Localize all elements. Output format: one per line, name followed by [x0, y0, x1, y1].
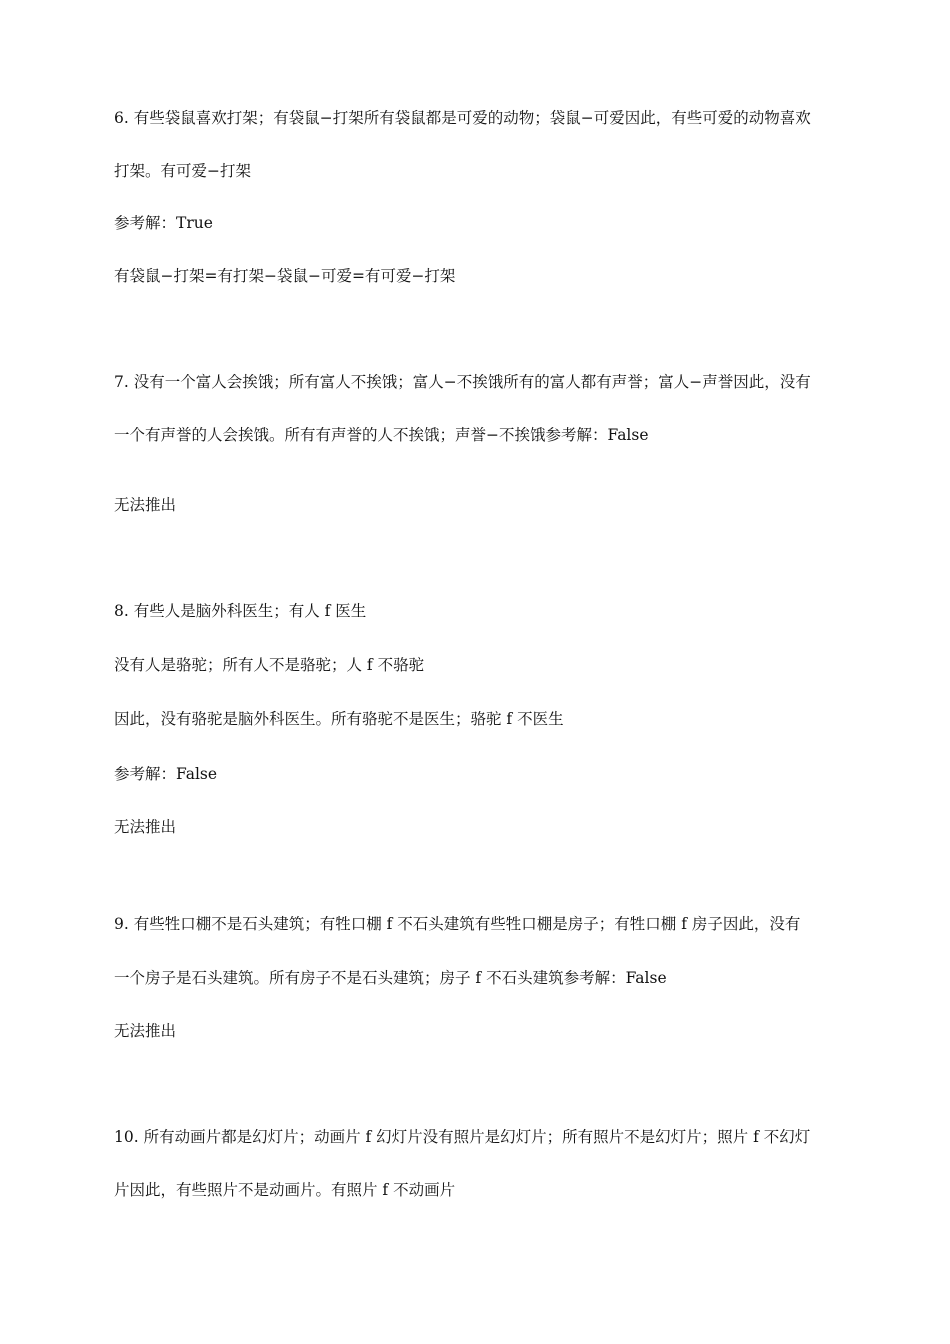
question-7-conclusion: 无法推出 [114, 496, 177, 514]
question-6-line-2: 打架。有可爱−打架 [114, 162, 251, 180]
question-6-line-1: 6. 有些袋鼠喜欢打架；有袋鼠−打架所有袋鼠都是可爱的动物；袋鼠−可爱因此，有些可爱的动物喜欢 [114, 109, 811, 127]
question-8-answer: 参考解：False [114, 765, 218, 783]
question-9-line-2: 一个房子是石头建筑。所有房子不是石头建筑；房子 f 不石头建筑参考解：False [114, 969, 667, 987]
question-8-line-2: 没有人是骆驼；所有人不是骆驼；人 f 不骆驼 [114, 656, 425, 674]
question-8-line-3: 因此，没有骆驼是脑外科医生。所有骆驼不是医生；骆驼 f 不医生 [114, 710, 564, 728]
question-8-conclusion: 无法推出 [114, 818, 177, 836]
question-6-answer: 参考解：True [114, 214, 213, 232]
question-8-line-1: 8. 有些人是脑外科医生；有人 f 医生 [114, 602, 367, 620]
question-7-line-2: 一个有声誉的人会挨饿。所有有声誉的人不挨饿；声誉−不挨饿参考解：False [114, 426, 649, 444]
question-10-line-2: 片因此，有些照片不是动画片。有照片 f 不动画片 [114, 1181, 456, 1199]
question-9-conclusion: 无法推出 [114, 1022, 177, 1040]
question-9-line-1: 9. 有些牲口棚不是石头建筑；有牲口棚 f 不石头建筑有些牲口棚是房子；有牲口棚 f 房子因此，没有 [114, 915, 801, 933]
question-10-line-1: 10. 所有动画片都是幻灯片；动画片 f 幻灯片没有照片是幻灯片；所有照片不是幻灯片；照片 f 不幻灯 [114, 1128, 811, 1146]
question-6-explanation: 有袋鼠−打架=有打架−袋鼠−可爱=有可爱−打架 [114, 267, 456, 285]
question-7-line-1: 7. 没有一个富人会挨饿；所有富人不挨饿；富人−不挨饿所有的富人都有声誉；富人−声誉因此，没有 [114, 373, 811, 391]
